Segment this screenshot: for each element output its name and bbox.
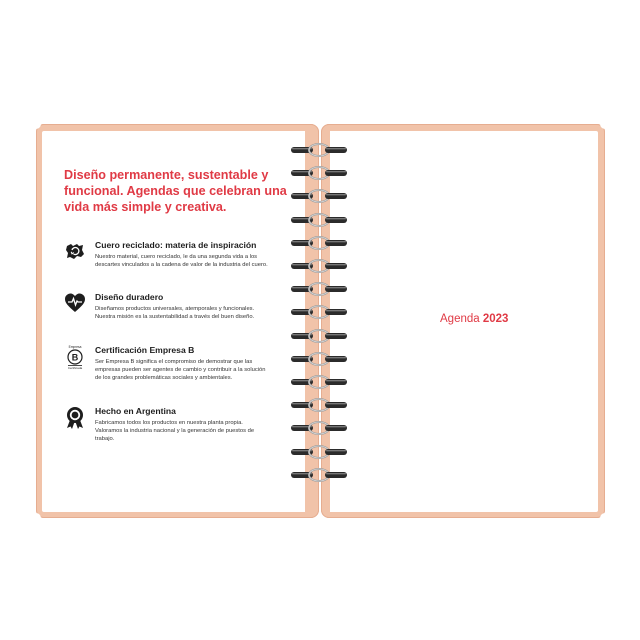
b-corp-badge-top: Empresa xyxy=(68,345,82,349)
feature-made-in-argentina xyxy=(64,406,264,448)
spiral-ring xyxy=(290,375,348,389)
leather-recycle-icon xyxy=(64,240,86,262)
spiral-ring xyxy=(290,282,348,296)
feature-durable-design xyxy=(64,292,264,334)
rosette-award-icon xyxy=(64,406,86,430)
agenda-label: Agenda xyxy=(440,313,480,325)
spiral-ring xyxy=(290,398,348,412)
b-corp-icon xyxy=(64,344,86,370)
agenda-year: 2023 xyxy=(482,313,509,325)
spiral-ring xyxy=(290,329,348,343)
spiral-ring xyxy=(290,468,348,482)
spiral-ring xyxy=(290,143,348,157)
spiral-ring xyxy=(290,421,348,435)
feature-title: Hecho en Argentina xyxy=(95,406,176,416)
feature-description: Diseñamos productos universales, atemporales y funcionales. Nuestra misión es la sustentabilidad a través del buen diseño. xyxy=(95,306,255,320)
cover-corner-notch xyxy=(31,119,41,129)
feature-description: Fabricamos todos los productos en nuestra planta propia. Valoramos la industria nacional y la generación de puestos de trabajo. xyxy=(95,420,255,442)
spiral-ring xyxy=(290,213,348,227)
cover-corner-notch xyxy=(600,513,610,523)
spiral-ring xyxy=(290,189,348,203)
feature-description: Nuestro material, cuero reciclado, le da una segunda vida a los descartes vinculados a la cadena de valor de la industria del cuero. xyxy=(95,254,268,268)
feature-title: Certificación Empresa B xyxy=(95,345,195,355)
spiral-ring xyxy=(290,305,348,319)
feature-description: Ser Empresa B significa el compromiso de demostrar que las empresas pueden ser agentes de cambio y contribuir a la solución de los grandes problemáticas sociales y ambientales. xyxy=(95,359,266,381)
spiral-ring xyxy=(290,445,348,459)
feature-recycled-leather xyxy=(64,240,268,282)
cover-corner-notch xyxy=(31,513,41,523)
spiral-ring xyxy=(290,352,348,366)
feature-title: Cuero reciclado: materia de inspiración xyxy=(95,240,257,250)
spiral-ring xyxy=(290,166,348,180)
b-corp-badge-bottom: Certificada xyxy=(67,366,83,370)
spiral-ring xyxy=(290,236,348,250)
headline: Diseño permanente, sustentable y funcional. Agendas que celebran una vida más simple y creativa. xyxy=(64,168,287,214)
agenda-title xyxy=(440,313,508,325)
heart-pulse-icon xyxy=(64,292,86,314)
cover-corner-notch xyxy=(600,119,610,129)
feature-b-corp xyxy=(64,345,264,397)
feature-title: Diseño duradero xyxy=(95,292,164,302)
b-corp-badge-letter: B xyxy=(71,352,79,363)
spiral-ring xyxy=(290,259,348,273)
